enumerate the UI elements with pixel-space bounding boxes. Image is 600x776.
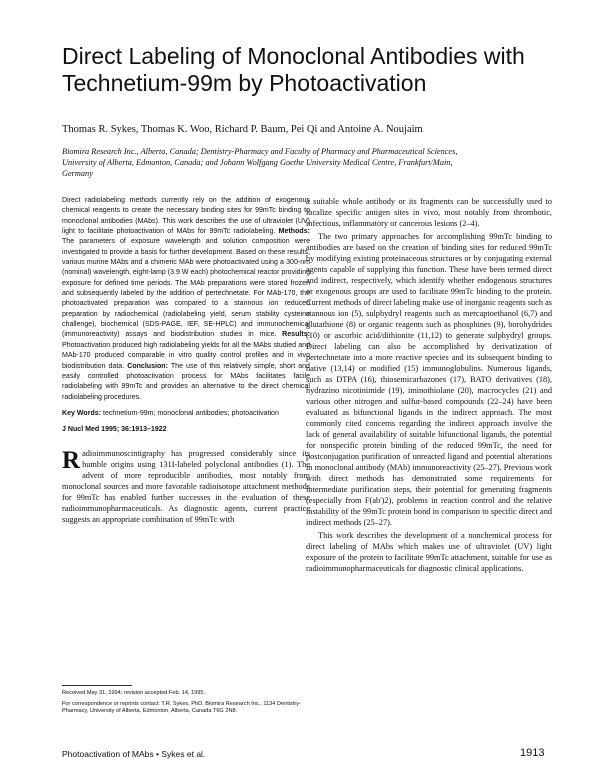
affiliation-line-1: Biomira Research Inc., Alberta, Canada; Dentistry-Pharmacy and Faculty of Pharmacy and Pharmaceutical Sciences, <box>62 147 458 156</box>
abstract-results: Photoactivation produced high radiolabeling yields for all the MAbs studied and MAb-170 produced comparable in vitro quality control profiles and in vivo biodistribution data. <box>62 341 310 370</box>
abstract-intro: Direct radiolabeling methods currently rely on the addition of exogenous chemical reagents to create the necessary binding sites for 99mTc binding to monoclonal antibodies (MAbs). This work describes the use of ultraviolet (UV) light to facilitate photoactivation of MAbs for 99mTc radiolabeling. <box>62 197 310 236</box>
right-column <box>306 196 552 574</box>
keywords <box>62 409 310 419</box>
journal-reference: J Nucl Med 1995; 36:1913–1922 <box>62 426 167 434</box>
abstract-conclusion: The use of this relatively simple, short and easily controlled photoactivation process for MAbs facilitates facile radiolabeling with 99mTc and provides an alternative to the direct chemical radiolabeling procedures. <box>62 362 310 401</box>
abstract-results-label: Results: <box>282 331 310 339</box>
title-line-1: Direct Labeling of Monoclonal Antibodies with <box>62 43 525 69</box>
title-line-2: Technetium-99m by Photoactivation <box>62 70 427 96</box>
drop-cap: R <box>62 446 81 474</box>
body-paragraph-3: This work describes the development of a nonchemical process for direct labeling of MAbs which makes use of ultraviolet (UV) light exposure of the protein to facilitate 99mTc attachment, suitable for use as radioimmunopharmaceuticals for diagnostic clinical applications. <box>306 531 552 573</box>
author-list: Thomas R. Sykes, Thomas K. Woo, Richard P. Baum, Pei Qi and Antoine A. Noujaim <box>62 124 423 135</box>
article-title <box>62 43 562 97</box>
body-paragraph-1: a suitable whole antibody or its fragments can be successfully used to localize specific antigen sites in vivo, most notably from thrombotic, infectious, inflammatory or cancerous lesions (2–4). <box>306 197 552 228</box>
keywords-label: Key Words: <box>62 409 102 417</box>
abstract-methods-label: Methods: <box>278 228 310 236</box>
footnote-rule <box>62 685 132 686</box>
footnote-received: Received May 31, 1994; revision accepted Feb. 14, 1995. <box>62 690 206 696</box>
footnote-correspondence: For correspondence or reprints contact: T.R. Sykes, PhD, Biomira Research Inc., 1134 Dentistry-Pharmacy, University of Alberta, Edmonton, Alberta, Canada T6G 2N8. <box>62 700 301 714</box>
affiliations <box>62 146 562 179</box>
page-number: 1913 <box>520 747 545 759</box>
affiliation-line-3: Germany <box>62 169 93 178</box>
affiliation-line-2: University of Alberta, Edmonton, Canada; and Johann Wolfgang Goethe University Medical Centre, Frankfurt/Main, <box>62 158 453 167</box>
footnotes <box>62 690 310 719</box>
abstract-conclusion-label: Conclusion: <box>127 362 168 370</box>
running-title: Photoactivation of MAbs • Sykes et al. <box>62 749 206 759</box>
body-paragraph-2: The two primary approaches for accomplishing 99mTc binding to antibodies are based on the creation of binding sites for reduced 99mTc by modifying existing proteinaceous structures or by conjugating external agents capable of supplying this function. These have been termed direct and indirect, respectively, which identify whether endogenous structures or exogenous groups are used to facilitate 99mTc binding to the protein. Current methods of direct labeling make use of inorganic reagents such as stannous ion (5), sulphydryl reagents such as mercaptoethanol (6,7) and glutathione (8) or organic reagents such as phosphines (9), borohydrides (10) or ascorbic acid/dithionite (11,12) to generate sulphydryl groups. Direct labeling can also be accomplished by derivatization of pertechnetate into a more reactive species and its subsequent binding to native (13,14) or modified (15) immunoglobulins. Numerous ligands, such as DTPA (16), thiosemicarbazones (17), BATO derivatives (18), hydrazino nicotinimide (19), iminothiolane (20), macrocycles (21) and various other nitrogen and sulfur-based compounds (22–24) have been evaluated as bifunctional ligands in the indirect approach. The most commonly cited concerns regarding the indirect approach involve the lack of general availability of suitable bifunctional ligands, the potential for nonspecific protein binding of the reduced 99mTc, the need for postconjugation purification of unreacted ligand and potential alterations in monoclonal antibody (MAb) immunoreactivity (25–27). Previous work with direct methods has demonstrated some requirements for intermediate purification steps, their potential for generating fragments (especially from F(ab')2), problems in reaction control and the relative instability of the 99mTc protein bond in comparison to specific direct and indirect methods (25–27). <box>306 232 552 527</box>
abstract <box>62 196 310 403</box>
left-column <box>62 196 310 525</box>
intro-paragraph <box>62 448 310 525</box>
abstract-methods: The parameters of exposure wavelength and solution composition were investigated to provide a basis for further development. Based on these results, various murine MAbs and a chimeric MAb were photoactivated using a 300-nm (nominal) wavelength, eight-lamp (3.9 W each) photochemical reactor providing exposure for defined time periods. The MAb preparations were stored frozen and subsequently labeled by the addition of pertechnetate. For MAb-170, the photoactivated preparation was compared to a stannous ion reduced preparation by radiochemical (radiolabeling yield, serum stability cysteine challenge), biochemical (SDS-PAGE, IEF, SE-HPLC) and immunochemical (immunoreactivity) assays and biodistribution studies in mice. <box>62 238 310 339</box>
keywords-text: technetium-99m; monoclonal antibodies; photoactivation <box>103 409 279 417</box>
intro-text: adioimmunoscintigraphy has progressed considerably since its humble origins using 131I-labeled polyclonal antibodies (1). The advent of more reproducible antibodies, most notably from monoclonal sources and more favorable radioisotope attachment methods for 99mTc has enabled further successes in the evaluation of these radioimmunopharmaceuticals. As diagnostic agents, current practice suggests an appropriate combination of 99mTc with <box>62 448 310 524</box>
